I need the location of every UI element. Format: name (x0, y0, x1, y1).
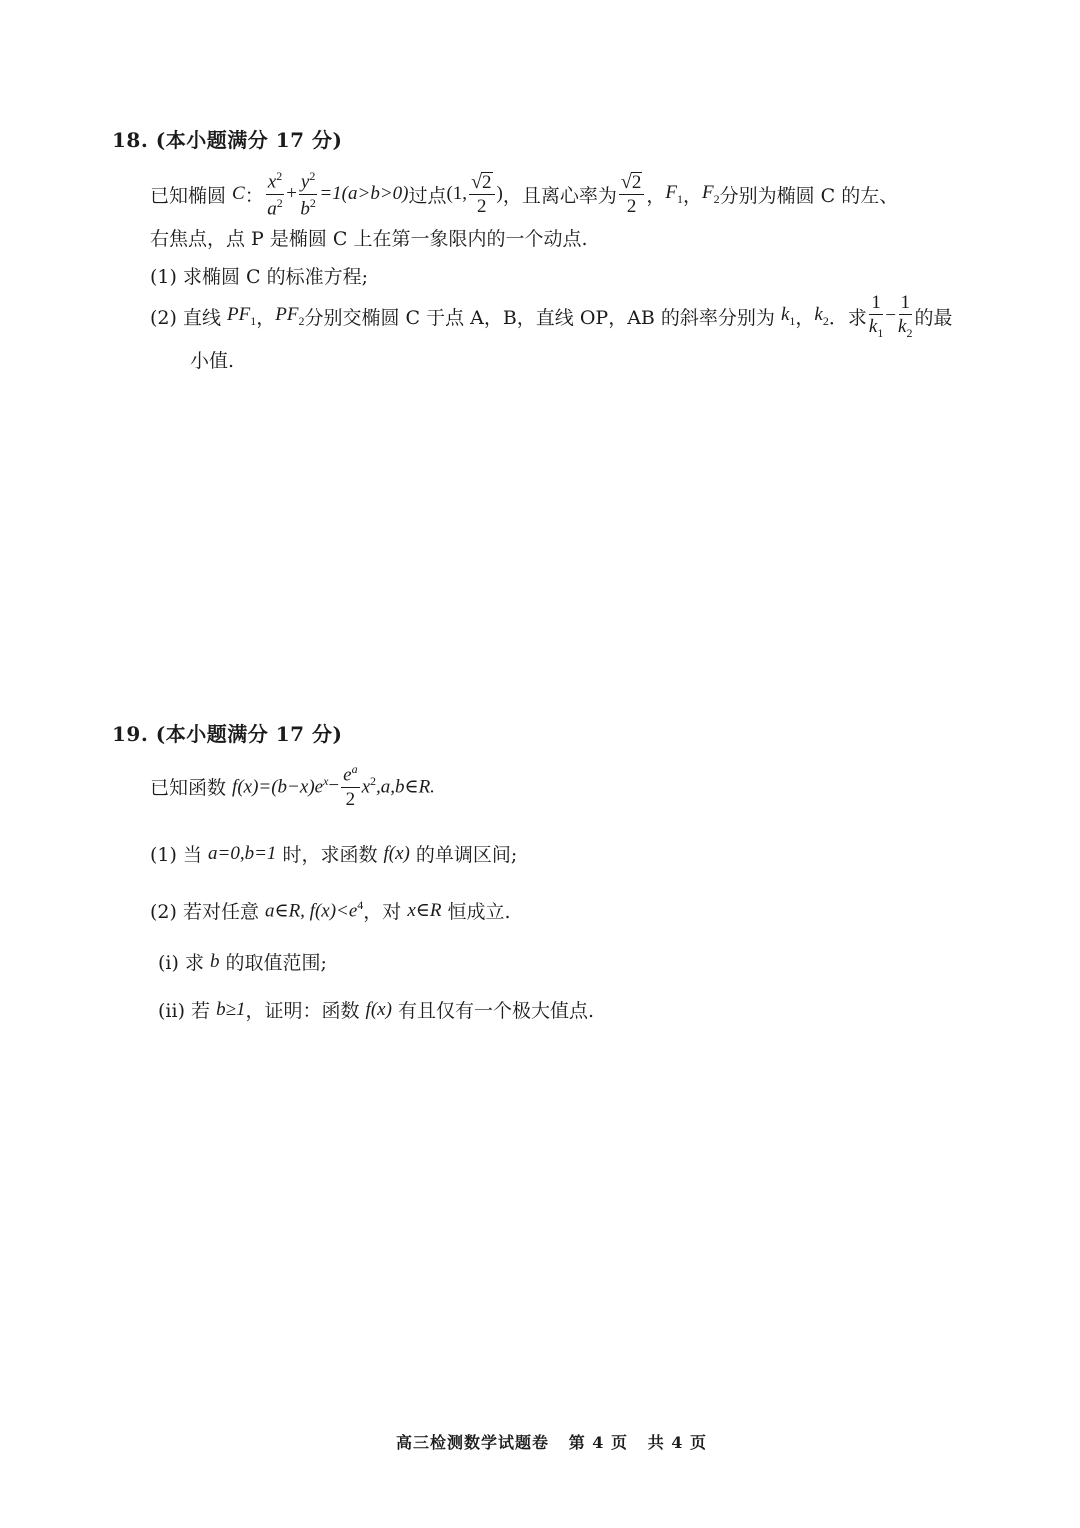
q18-intro-colon: ： (244, 184, 264, 207)
q18-PF2: $PF_2$ (275, 303, 305, 328)
q19-frac-ea-2: $\frac{e^a}{2}$ (343, 762, 358, 810)
q18-k2: $k_2$ (814, 303, 829, 328)
q18-intro-prefix: 已知椭圆 (150, 184, 233, 207)
q18-frac-1-k2: $\frac{1}{k_2}$ (898, 292, 913, 340)
q18-points: (本小题满分 17 分) (155, 128, 343, 152)
q19-intro-prefix: 已知函数 (150, 776, 233, 799)
q18-foci-text: 分别为椭圆 C 的左、 (719, 184, 899, 207)
q19-part1: (1) 当 a=0,b=1 时，求函数 f(x) 的单调区间; (150, 842, 518, 866)
q18-frac-1-k1: $\frac{1}{k_1}$ (868, 292, 884, 340)
q18-point-close: ) (496, 183, 503, 204)
q18-eq-rhs: =1(a>b>0) (319, 183, 409, 204)
q18-ellipse-name: C (232, 183, 245, 204)
q18-part1: (1) 求椭圆 C 的标准方程; (150, 266, 368, 288)
q19-number: 19. (112, 722, 149, 746)
q19-header (112, 718, 342, 747)
q19-sub-i: (i) 求 b 的取值范围; (158, 950, 327, 974)
q18-part2-a: (2) 直线 (150, 306, 227, 329)
q18-part2-e: 小值. (190, 350, 235, 372)
q18-ecc-text: ，且离心率为 (502, 184, 617, 207)
q18-part2-c: ．求 (828, 306, 867, 329)
q18-frac-sqrt2-2: √ 2 2 (469, 172, 494, 216)
q18-comma-2: ， (683, 184, 703, 207)
q18-frac-ecc: √ 2 2 (619, 172, 644, 216)
q19-points: (本小题满分 17 分) (155, 722, 343, 746)
q19-intro-line (150, 758, 435, 814)
page-footer: 高三检测数学试题卷 第 4 页 共 4 页 (396, 1433, 707, 1452)
q19-minus: − (328, 775, 340, 796)
q18-part2-d: 的最 (914, 306, 953, 329)
q18-part2-b: 分别交椭圆 C 于点 A，B，直线 OP，AB 的斜率分别为 (304, 306, 781, 329)
q18-frac-y2-b2: $\frac{y^2}{b^2}$ (300, 169, 316, 219)
q18-frac-x2-a2: $\frac{x^2}{a^2}$ (267, 169, 283, 219)
q18-line2: 右焦点，点 P 是椭圆 C 上在第一象限内的一个动点. (150, 228, 588, 250)
q18-intro-line (150, 166, 898, 222)
q18-F1: $F_1$ (665, 181, 683, 206)
q18-passes: 过点 (408, 184, 447, 207)
q18-F2: $F_2$ (702, 181, 720, 206)
q19-sub-ii: (ii) 若 b≥1 ，证明：函数 f(x) 有且仅有一个极大值点. (158, 998, 595, 1022)
q19-func-tail: $x^2,a,b\in R$. (361, 773, 435, 798)
q18-part2-line: (2) 直线 $PF_1$ ， $PF_2$ 分别交椭圆 C 于点 A，B，直线 OP，AB 的斜率分别为 $k_1$ ， $k_2$ ．求 $\frac{1}{k_1}$ − $\frac{1}{k_2}$ 的最 (150, 292, 953, 340)
q18-number: 18. (112, 128, 149, 152)
q18-comma-1: ， (646, 184, 666, 207)
q19-func-lhs: $f(x)=(b-x)e^x$ (232, 773, 329, 798)
q18-header (112, 124, 342, 153)
q18-PF1: $PF_1$ (227, 303, 257, 328)
q18-point-open: (1, (446, 183, 468, 204)
q18-minus: − (885, 305, 897, 326)
q18-plus: + (286, 183, 297, 204)
q19-part2: (2) 若对任意 a∈R, $f(x)<e^4$ ，对 x∈R 恒成立. (150, 898, 511, 923)
q18-k1: $k_1$ (780, 303, 796, 328)
